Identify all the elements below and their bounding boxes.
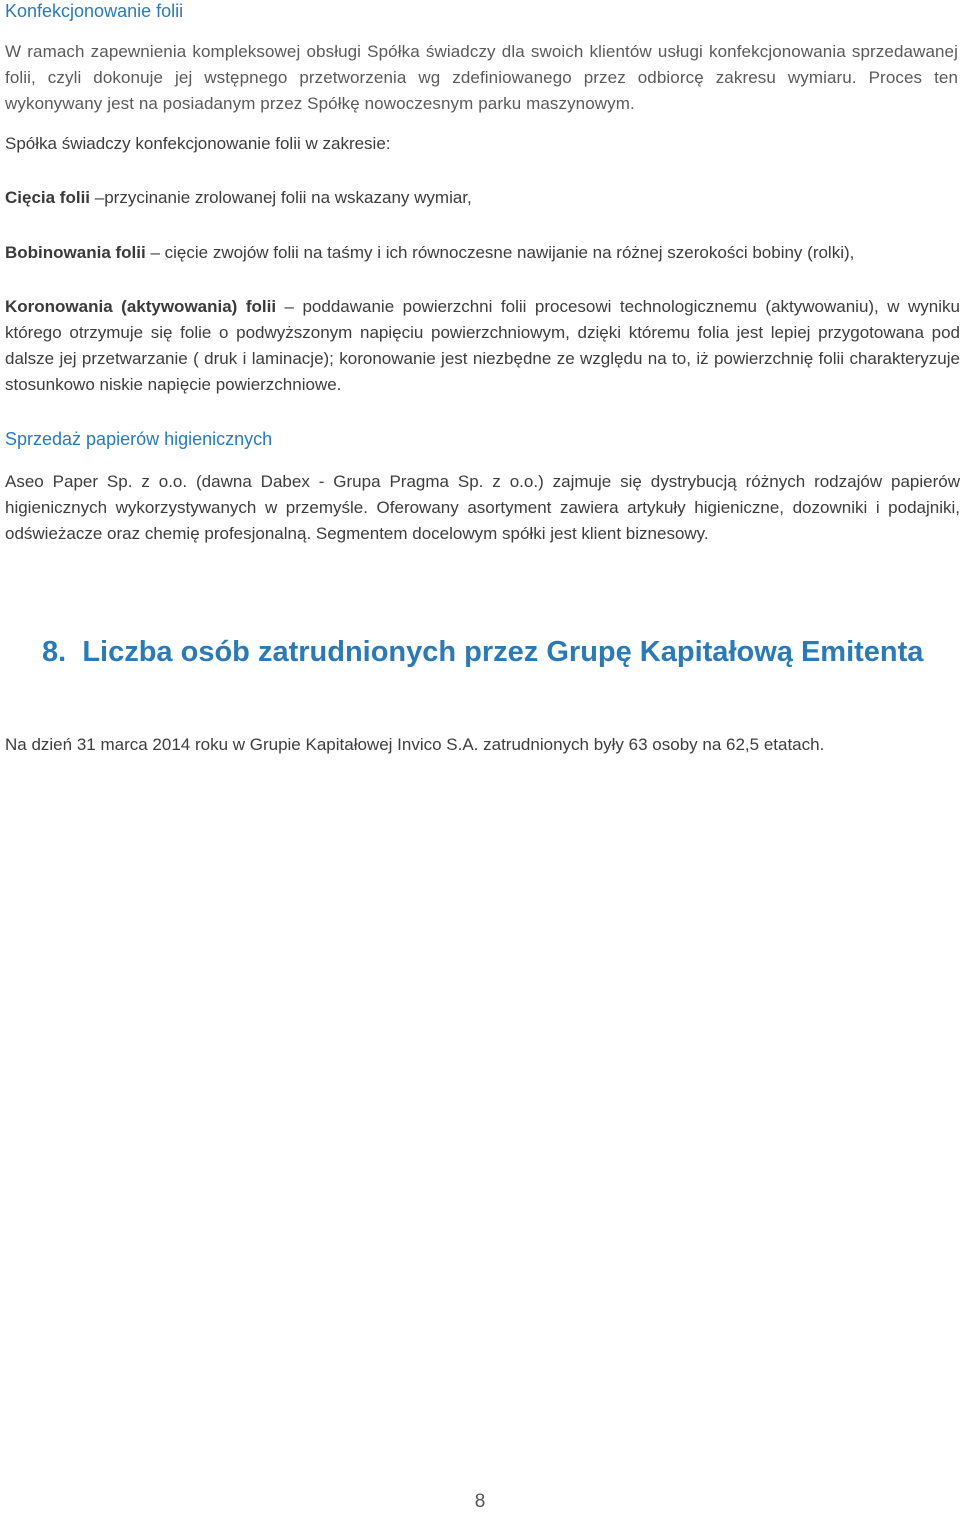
section-number: 8. bbox=[42, 636, 67, 668]
item-ciecia-folii bbox=[5, 185, 960, 211]
section-title: Liczba osób zatrudnionych przez Grupę Kapitałową Emitenta bbox=[82, 636, 924, 668]
item-term: Koronowania (aktywowania) folii bbox=[5, 297, 285, 316]
item-desc: – poddawanie powierzchni folii procesowi technologicznemu (aktywowaniu), w wyniku którego otrzymuje się folie o podwyższonym napięciu powierzchniowym, dzięki któremu folia jest lepiej przygotowana pod dalsze jej przetwarzanie ( druk i laminacje); koronowanie jest niezbędne ze względu na to, iż powierzchnię folii charakteryzuje stosunkowo niskie napięcie powierzchniowe. bbox=[5, 297, 960, 394]
section-8-heading bbox=[42, 635, 923, 669]
item-desc: – cięcie zwojów folii na taśmy i ich równoczesne nawijanie na różnej szerokości bobiny (rolki), bbox=[150, 243, 855, 262]
page-number: 8 bbox=[474, 1491, 486, 1512]
item-term: Bobinowania folii bbox=[5, 243, 151, 262]
item-term: Cięcia folii bbox=[5, 188, 95, 207]
item-bobinowania-folii bbox=[5, 240, 960, 266]
paper-paragraph: Aseo Paper Sp. z o.o. (dawna Dabex - Grupa Pragma Sp. z o.o.) zajmuje się dystrybucją różnych rodzajów papierów higienicznych wykorzystywanych w przemyśle. Oferowany asortyment zawiera artykuły higieniczne, dozowniki i podajniki, odświeżacze oraz chemię profesjonalną. Segmentem docelowym spółki jest klient biznesowy. bbox=[5, 472, 960, 543]
employment-paragraph: Na dzień 31 marca 2014 roku w Grupie Kapitałowej Invico S.A. zatrudnionych były 63 osoby na 62,5 etatach. bbox=[5, 735, 825, 754]
heading-konfekcjonowanie-folii: Konfekcjonowanie folii bbox=[5, 1, 184, 21]
intro-paragraph: W ramach zapewnienia kompleksowej obsługi Spółka świadczy dla swoich klientów usługi konfekcjonowania sprzedawanej folii, czyli dokonuje jej wstępnego przetworzenia wg zdefiniowanego przez odbiorcę zakresu wymiaru. Proces ten wykonywany jest na posiadanym przez Spółkę nowoczesnym parku maszynowym. bbox=[5, 42, 958, 113]
item-desc: –przycinanie zrolowanej folii na wskazany wymiar, bbox=[94, 188, 472, 207]
item-koronowania-folii bbox=[5, 294, 960, 398]
scope-line: Spółka świadczy konfekcjonowanie folii w zakresie: bbox=[5, 134, 391, 153]
heading-sprzedaz-papierow: Sprzedaż papierów higienicznych bbox=[5, 429, 273, 449]
